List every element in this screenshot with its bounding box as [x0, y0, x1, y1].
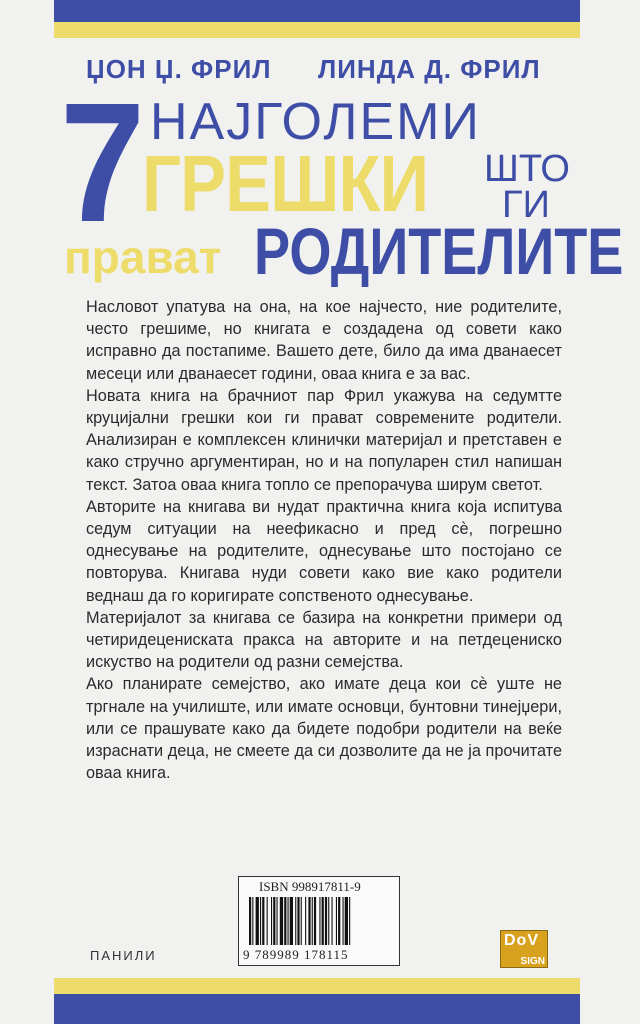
author-2: ЛИНДА Д. ФРИЛ	[318, 54, 541, 84]
logo-bottom-text: SIGN	[520, 956, 545, 967]
logo-top-text: DoV	[504, 932, 539, 949]
title-line2b: ШТО	[484, 148, 570, 190]
publisher-name: ПАНИЛИ	[90, 948, 157, 963]
title-line1: НАЈГОЛЕМИ	[150, 93, 481, 151]
publisher-logo	[500, 930, 548, 968]
title-line3a: прават	[64, 231, 222, 283]
title-line2: ГРЕШКИ	[142, 139, 429, 228]
title-line3b: РОДИТЕЛИТЕ	[254, 214, 624, 288]
author-1: ЏОН Џ. ФРИЛ	[86, 54, 272, 84]
title-line2c: ГИ	[502, 184, 550, 226]
blurb-text	[86, 296, 562, 784]
blurb-paragraph-3: Авторите на книгава ви нудат практична книга која испитува седум ситуации на неефикасно и пред сѐ, погрешно однесување на родителите, однесување што постојано се повторува. Книгава нуди совети како вие како родители веднаш да го коригирате сопственото однесување.	[86, 497, 562, 605]
barcode-bars	[249, 897, 391, 945]
blurb-paragraph-4: Материјалот за книгава се базира на конкретни примери од четиридецениската пракса на авторите и на петдецениско искуство на родители од разни семејства.	[86, 608, 562, 672]
top-blue-band	[54, 0, 580, 22]
bottom-yellow-band	[54, 978, 580, 994]
bottom-blue-band	[54, 994, 580, 1024]
barcode-box	[238, 876, 400, 966]
blurb-paragraph-1: Насловот упатува на она, на кое најчесто, ние родителите, често грешиме, но книгата е создадена од совети како исправно да постапиме. Вашето дете, било да има дванаесет месеци или дванаесет години, оваа книга е за вас.	[86, 298, 562, 383]
isbn-label: ISBN 998917811-9	[259, 879, 361, 894]
title-number: 7	[60, 68, 142, 258]
ean-number: 9 789989 178115	[243, 947, 349, 962]
top-yellow-band	[54, 22, 580, 38]
blurb-paragraph-5: Ако планирате семејство, ако имате деца кои сѐ уште не тргнале на училиште, или имате основци, бунтовни тинејџери, или се прашувате како да бидете подобри родители на веќе израснати деца, не смеете да си дозволите да не ја прочитате оваа книга.	[86, 675, 562, 783]
blurb-paragraph-2: Новата книга на брачниот пар Фрил укажува на седумтте круцијални грешки кои ги прават современите родители. Анализиран е комплексен клинички материјал и претставен е како стручно аргументиран, но и на популарен стил напишан текст. Затоа оваа книга топло се препорачува ширум светот.	[86, 386, 562, 494]
